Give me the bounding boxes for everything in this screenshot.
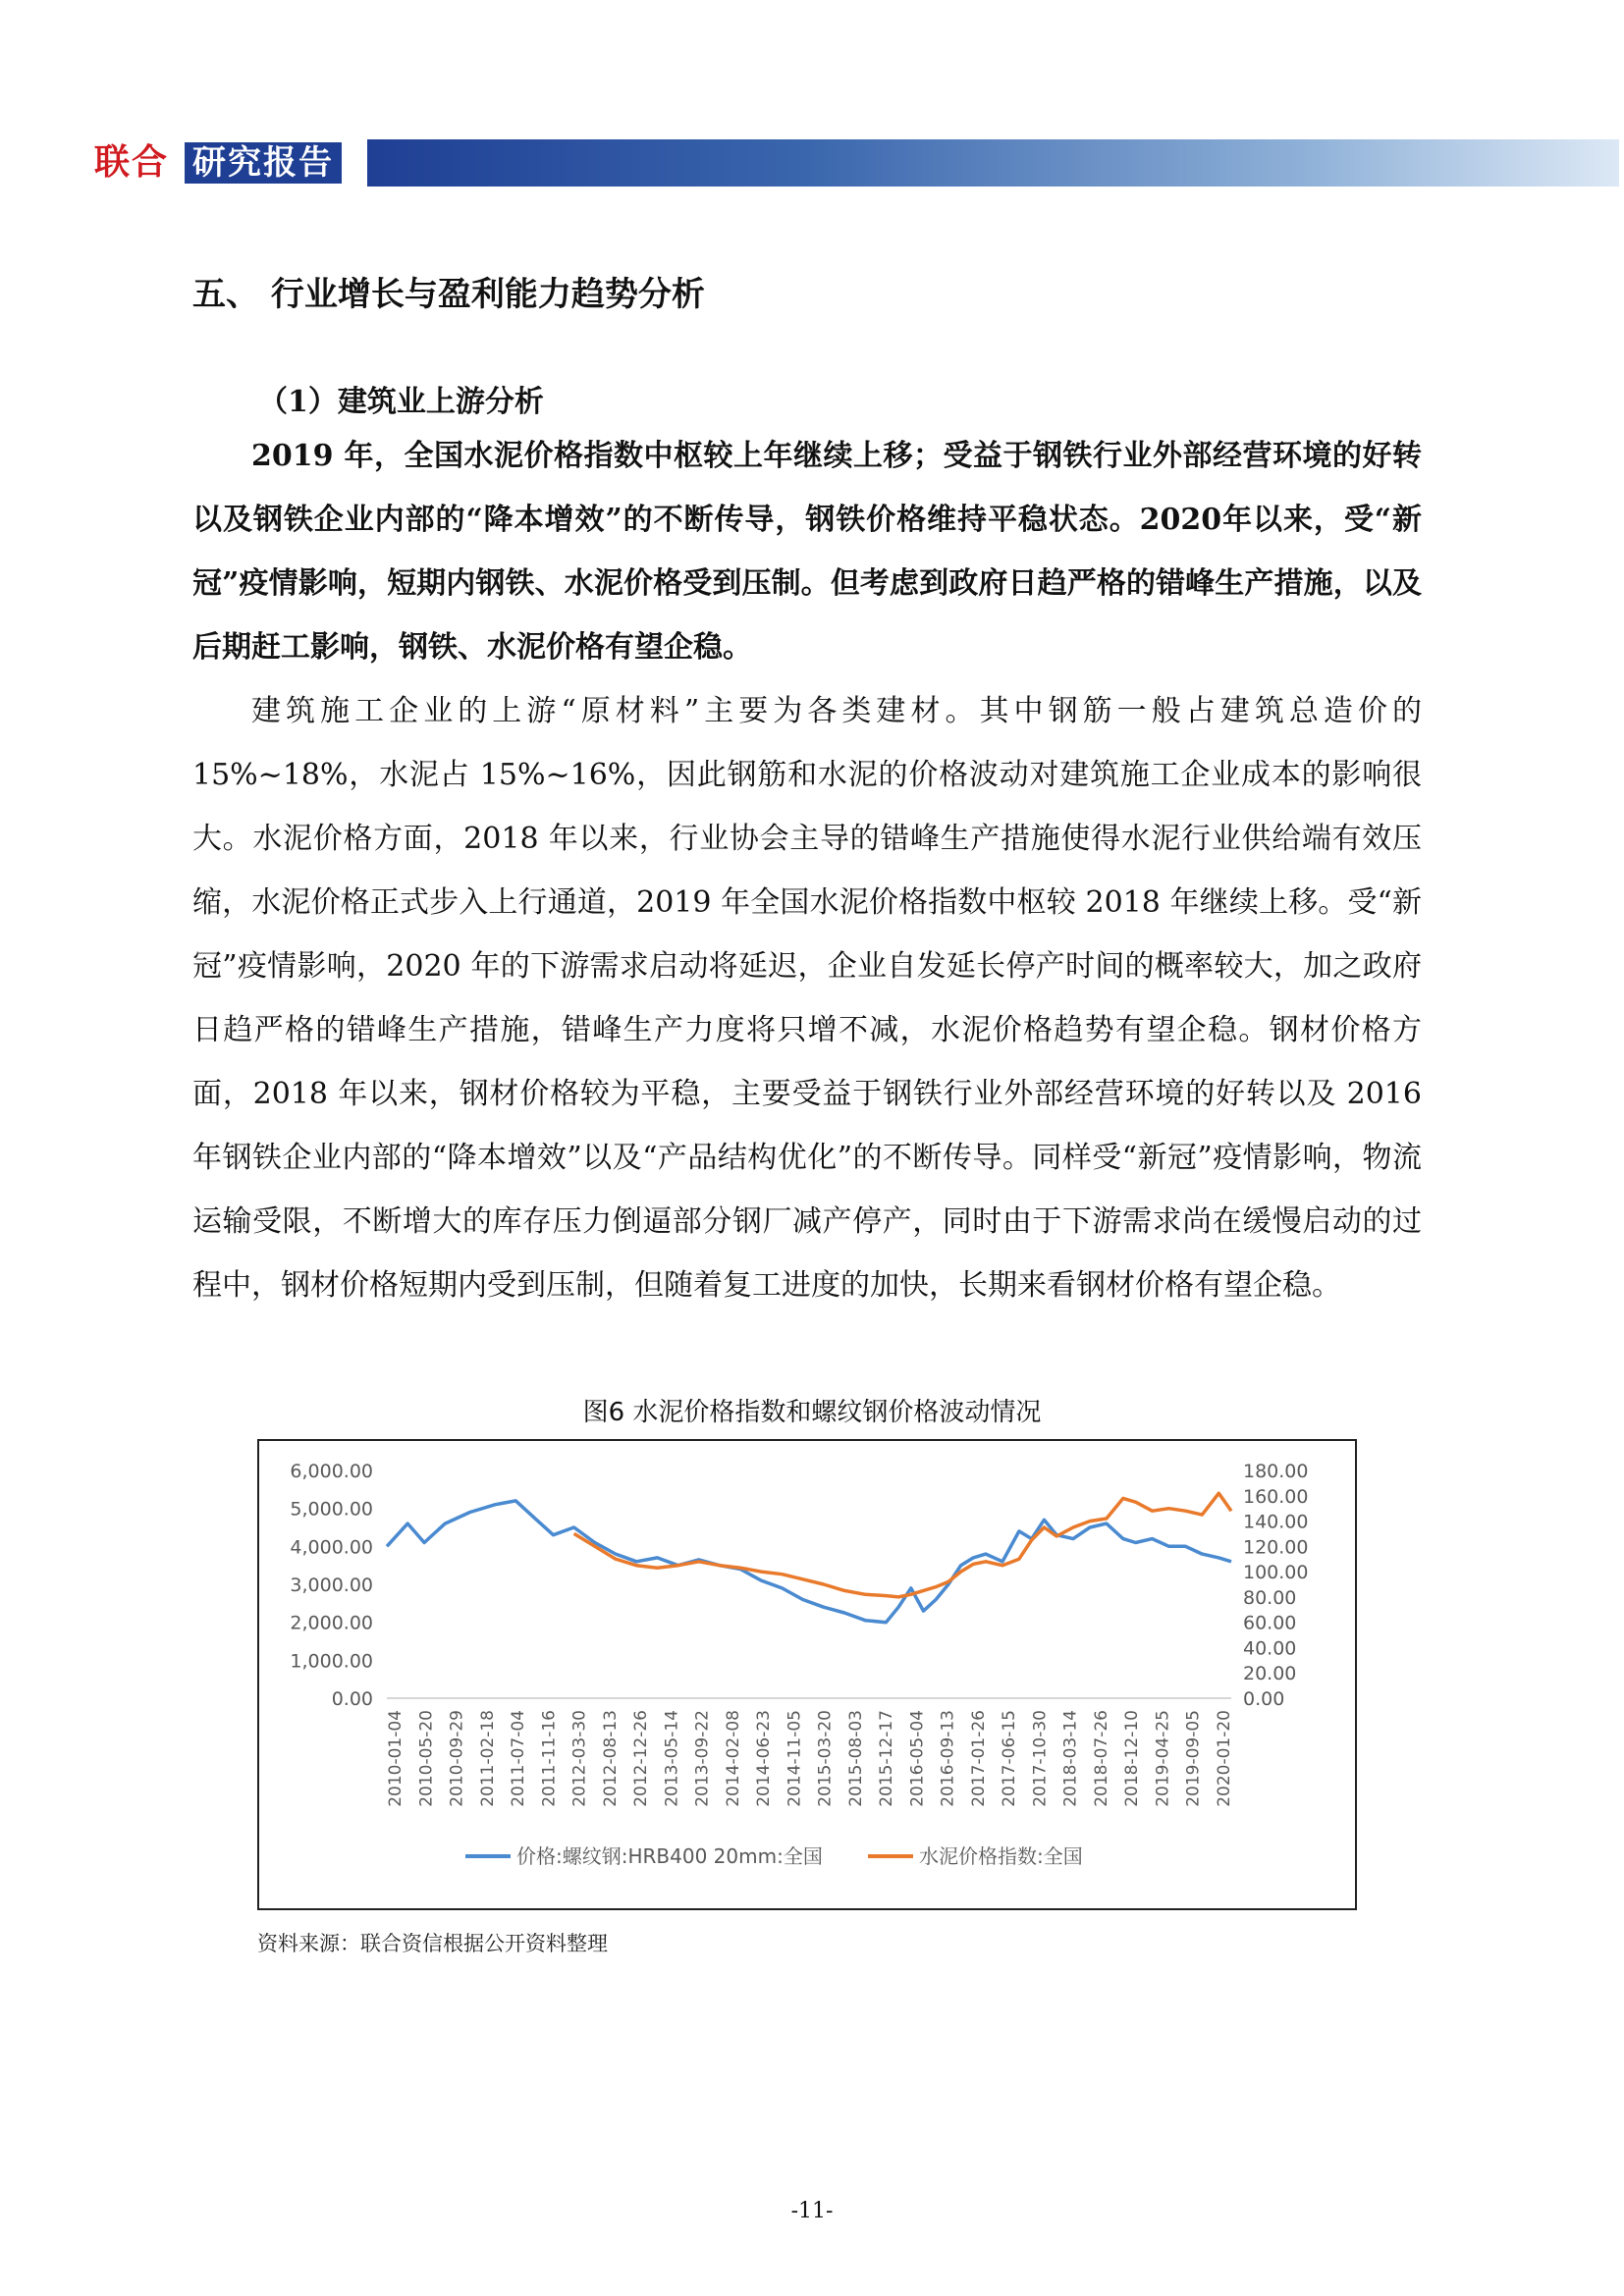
x-tick-label: 2012-03-30 bbox=[569, 1710, 590, 1807]
legend-label-2: 水泥价格指数:全国 bbox=[919, 1844, 1083, 1868]
x-tick-label: 2013-09-22 bbox=[692, 1710, 713, 1807]
page-number: -11- bbox=[790, 2199, 834, 2223]
price-chart bbox=[257, 1439, 1357, 1910]
x-tick-label: 2020-01-20 bbox=[1215, 1710, 1234, 1807]
y-right-tick-label: 160.00 bbox=[1243, 1485, 1309, 1508]
legend-label-1: 价格:螺纹钢:HRB400 20mm:全国 bbox=[516, 1844, 823, 1868]
x-tick-label: 2015-12-17 bbox=[877, 1710, 897, 1807]
brand-name-red: 联合 bbox=[94, 142, 170, 183]
x-tick-label: 2015-08-03 bbox=[845, 1710, 866, 1807]
x-tick-label: 2018-12-10 bbox=[1122, 1710, 1143, 1807]
y-right-tick-label: 40.00 bbox=[1243, 1637, 1297, 1660]
series-line-2 bbox=[574, 1493, 1231, 1597]
y-right-tick-label: 0.00 bbox=[1243, 1688, 1285, 1710]
source-note: 资料来源：联合资信根据公开资料整理 bbox=[257, 1932, 608, 1955]
x-tick-label: 2011-02-18 bbox=[477, 1710, 498, 1807]
y-left-tick-label: 1,000.00 bbox=[290, 1650, 373, 1673]
x-tick-label: 2016-09-13 bbox=[938, 1710, 958, 1807]
x-tick-label: 2012-12-26 bbox=[631, 1710, 652, 1807]
y-right-tick-label: 80.00 bbox=[1243, 1586, 1297, 1609]
x-tick-label: 2019-04-25 bbox=[1153, 1710, 1173, 1807]
section-title: 五、 行业增长与盈利能力趋势分析 bbox=[192, 275, 705, 314]
y-right-tick-label: 100.00 bbox=[1243, 1562, 1309, 1584]
y-right-tick-label: 20.00 bbox=[1243, 1663, 1297, 1685]
y-left-tick-label: 0.00 bbox=[331, 1688, 373, 1710]
x-tick-label: 2018-03-14 bbox=[1060, 1710, 1081, 1807]
x-tick-label: 2014-02-08 bbox=[723, 1710, 743, 1807]
y-right-tick-label: 180.00 bbox=[1243, 1461, 1309, 1482]
y-right-tick-label: 140.00 bbox=[1243, 1511, 1309, 1533]
x-tick-label: 2010-01-04 bbox=[386, 1710, 406, 1807]
x-tick-label: 2011-11-16 bbox=[539, 1710, 560, 1807]
report-header-bar bbox=[94, 139, 1619, 187]
price-chart-svg bbox=[259, 1441, 1355, 1908]
y-left-tick-label: 4,000.00 bbox=[290, 1536, 373, 1559]
y-left-tick-label: 3,000.00 bbox=[290, 1575, 373, 1596]
x-tick-label: 2014-11-05 bbox=[785, 1710, 805, 1807]
subsection-title-upstream: （1）建筑业上游分析 bbox=[258, 385, 544, 419]
x-tick-label: 2017-06-15 bbox=[1000, 1710, 1020, 1807]
header-gradient-band bbox=[367, 139, 1619, 187]
x-tick-label: 2017-01-26 bbox=[968, 1710, 989, 1807]
x-tick-label: 2016-05-04 bbox=[907, 1710, 928, 1807]
x-tick-label: 2010-05-20 bbox=[416, 1710, 437, 1807]
summary-paragraph: 2019 年，全国水泥价格指数中枢较上年继续上移；受益于钢铁行业外部经营环境的好转以及钢铁企业内部的“降本增效”的不断传导，钢铁价格维持平稳状态。2020年以来，受“新冠”疫情影响，短期内钢铁、水泥价格受到压制。但考虑到政府日趋严格的错峰生产措施，以及后期赶工影响，钢铁、水泥价格有望企稳。 bbox=[192, 439, 1422, 665]
x-tick-label: 2018-07-26 bbox=[1091, 1710, 1111, 1807]
x-tick-label: 2013-05-14 bbox=[662, 1710, 682, 1807]
x-tick-label: 2010-09-29 bbox=[447, 1710, 467, 1807]
x-tick-label: 2019-09-05 bbox=[1183, 1710, 1204, 1807]
x-tick-label: 2017-10-30 bbox=[1030, 1710, 1051, 1807]
y-left-tick-label: 5,000.00 bbox=[290, 1498, 373, 1521]
brand-report-label: 研究报告 bbox=[185, 142, 342, 184]
figure-caption: 图6 水泥价格指数和螺纹钢价格波动情况 bbox=[582, 1398, 1042, 1427]
x-tick-label: 2015-03-20 bbox=[815, 1710, 836, 1807]
x-tick-label: 2011-07-04 bbox=[509, 1710, 529, 1807]
body-paragraph: 建筑施工企业的上游“原材料”主要为各类建材。其中钢筋一般占建筑总造价的15%~18%，水泥占 15%~16%，因此钢筋和水泥的价格波动对建筑施工企业成本的影响很大。水泥价格方面，2018 年以来，行业协会主导的错峰生产措施使得水泥行业供给端有效压缩，水泥价格正式步入上行通道，2019 年全国水泥价格指数中枢较 2018 年继续上移。受“新冠”疫情影响，2020 年的下游需求启动将延迟，企业自发延长停产时间的概率较大，加之政府日趋严格的错峰生产措施，错峰生产力度将只增不减，水泥价格趋势有望企稳。钢材价格方面，2018 年以来，钢材价格较为平稳，主要受益于钢铁行业外部经营环境的好转以及 2016 年钢铁企业内部的“降本增效”以及“产品结构优化”的不断传导。同样受“新冠”疫情影响，物流运输受限，不断增大的库存压力倒逼部分钢厂减产停产，同时由于下游需求尚在缓慢启动的过程中，钢材价格短期内受到压制，但随着复工进度的加快，长期来看钢材价格有望企稳。 bbox=[192, 694, 1422, 1303]
x-tick-label: 2014-06-23 bbox=[754, 1710, 775, 1807]
y-right-tick-label: 120.00 bbox=[1243, 1536, 1309, 1559]
y-left-tick-label: 6,000.00 bbox=[290, 1461, 373, 1482]
x-tick-label: 2012-08-13 bbox=[600, 1710, 621, 1807]
y-right-tick-label: 60.00 bbox=[1243, 1612, 1297, 1634]
y-left-tick-label: 2,000.00 bbox=[290, 1612, 373, 1634]
